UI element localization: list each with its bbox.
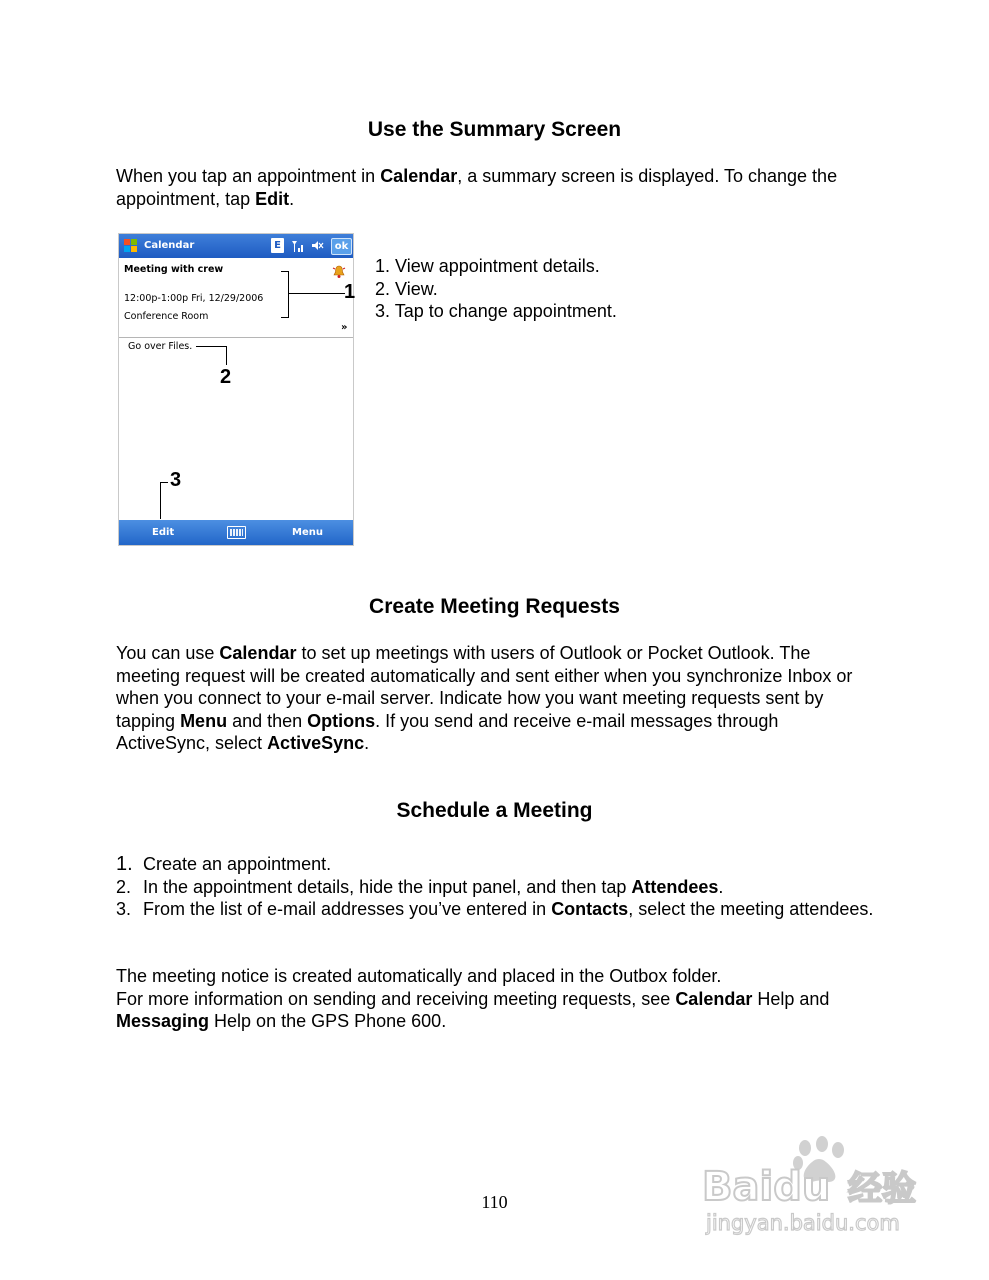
title-bar xyxy=(119,234,353,258)
text-run: . If you send and receive e-mail messages through ActiveSync, select xyxy=(116,710,779,753)
summary-steps-list xyxy=(375,255,617,323)
closing-paragraph xyxy=(116,965,876,1033)
callout-1-bracket-bottom xyxy=(281,317,289,318)
text-run: . xyxy=(364,733,370,753)
step-number: 2. xyxy=(116,876,132,897)
summary-paragraph xyxy=(116,165,876,210)
text-run: , a summary screen is displayed. To change the appointment, tap xyxy=(116,166,838,209)
reminder-bell-icon xyxy=(332,265,346,279)
step-text: Create an appointment. xyxy=(143,854,332,874)
page-number: 110 xyxy=(481,1192,508,1212)
step-number: 1. xyxy=(116,853,133,875)
callout-1-leader xyxy=(288,293,345,294)
email-status-icon[interactable]: E xyxy=(271,238,284,253)
schedule-steps-list xyxy=(116,853,876,921)
bold-activesync: ActiveSync xyxy=(267,733,365,753)
meeting-location: Conference Room xyxy=(124,311,209,322)
callout-3: 3 xyxy=(170,469,182,491)
menu-softkey[interactable]: Menu xyxy=(292,527,323,538)
signal-icon[interactable] xyxy=(291,238,305,253)
step-text: , select the meeting attendees. xyxy=(628,899,874,919)
text-run: and then xyxy=(227,710,308,731)
bold-calendar: Calendar xyxy=(380,166,458,186)
bold-calendar: Calendar xyxy=(219,643,297,663)
text-run: For more information on sending and receiving meeting requests, see xyxy=(116,988,676,1009)
keyboard-icon[interactable] xyxy=(227,526,246,539)
summary-step: 1. View appointment details. xyxy=(375,256,600,276)
meeting-time: 12:00p-1:00p Fri, 12/29/2006 xyxy=(124,293,264,304)
bold-menu: Menu xyxy=(180,710,228,731)
schedule-step xyxy=(116,853,876,876)
callout-1-bracket-vertical xyxy=(288,271,289,318)
bold-calendar: Calendar xyxy=(675,988,753,1009)
calendar-summary-screenshot xyxy=(118,233,354,546)
text-run: You can use xyxy=(116,643,220,663)
callout-1: 1 xyxy=(344,281,356,303)
softkey-bar xyxy=(119,520,353,545)
divider xyxy=(119,337,353,338)
volume-muted-icon[interactable] xyxy=(310,238,324,253)
step-text: . xyxy=(718,876,724,897)
bold-options: Options xyxy=(307,710,376,731)
step-text: From the list of e-mail addresses you’ve entered in xyxy=(143,899,552,919)
callout-3-leader-h xyxy=(160,482,168,483)
bold-edit: Edit xyxy=(255,188,290,209)
summary-step: 2. View. xyxy=(375,278,438,299)
notes-text[interactable]: Go over Files. xyxy=(128,341,193,352)
heading-schedule-meeting: Schedule a Meeting xyxy=(396,799,593,822)
callout-3-leader-v xyxy=(160,482,161,519)
text-run: to set up meetings with users of Outlook or Pocket Outlook. The meeting request will be created automatically and sent either when you synchronize Inbox or when you connect to your e-mail server. Indicate how you want meeting requests sent by tapping xyxy=(116,643,853,731)
callout-2-leader-v xyxy=(226,346,227,365)
schedule-step xyxy=(116,898,876,921)
schedule-step xyxy=(116,876,876,899)
text-run: . xyxy=(289,188,295,209)
bold-messaging: Messaging xyxy=(116,1011,210,1031)
edit-softkey[interactable]: Edit xyxy=(152,527,175,538)
watermark-brand: Baidu xyxy=(702,1164,831,1210)
watermark-brand-cn: 经验 xyxy=(848,1169,916,1209)
callout-2-leader-h xyxy=(196,346,227,347)
summary-step: 3. Tap to change appointment. xyxy=(375,301,617,321)
meeting-requests-paragraph xyxy=(116,642,876,755)
watermark-url: jingyan.baidu.com xyxy=(706,1211,900,1235)
text-run: When you tap an appointment in xyxy=(116,166,381,186)
app-title: Calendar xyxy=(144,240,195,251)
meeting-title[interactable]: Meeting with crew xyxy=(124,264,224,275)
expand-chevron-icon[interactable]: » xyxy=(341,322,348,333)
ok-button[interactable]: ok xyxy=(331,238,352,255)
step-number: 3. xyxy=(116,899,132,919)
step-text: In the appointment details, hide the input panel, and then tap xyxy=(143,876,632,897)
baidu-watermark xyxy=(700,1130,940,1240)
heading-create-meeting-requests: Create Meeting Requests xyxy=(369,595,620,618)
text-run: Help and xyxy=(752,988,830,1009)
windows-start-icon[interactable] xyxy=(123,238,138,253)
bold-attendees: Attendees xyxy=(631,876,719,897)
text-run: Help on the GPS Phone 600. xyxy=(209,1011,447,1031)
bold-contacts: Contacts xyxy=(551,899,629,919)
text-run: The meeting notice is created automatically and placed in the Outbox folder. xyxy=(116,966,722,986)
callout-2: 2 xyxy=(220,366,232,388)
heading-use-summary-screen: Use the Summary Screen xyxy=(367,118,622,141)
